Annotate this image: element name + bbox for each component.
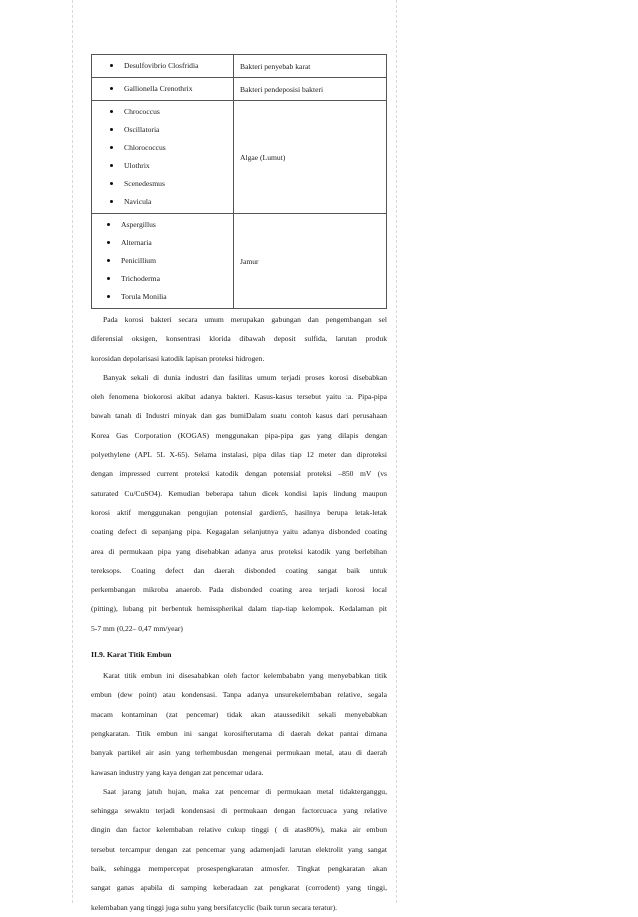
list-item: Desulfovibrio Closfridia bbox=[92, 57, 233, 75]
organism-list bbox=[92, 214, 233, 308]
organism-cell bbox=[92, 214, 234, 309]
table-row bbox=[92, 101, 387, 214]
description-cell: Bakteri pendeposisi bakteri bbox=[234, 78, 387, 101]
paragraph-line: polyethylene (APL 5L X-65). Selama instalasi, pipa dilas tiap 12 meter dan diproteksi bbox=[91, 450, 387, 460]
paragraph-line: kelembaban yang tinggi juga suhu yang bersifatcyclic (baik turun secara teratur). bbox=[91, 902, 338, 912]
bullet-icon bbox=[107, 241, 110, 244]
paragraph-line: pengkaratan. Titik embun ini sangat korosifterutama di daerah dekat pantai dimana bbox=[91, 728, 387, 738]
paragraph-line: oleh fenomena biokorosi akibat adanya bakteri. Kasus-kasus tersebut yaitu :a. Pipa-pipa bbox=[91, 392, 387, 402]
body-text-block bbox=[91, 666, 387, 917]
body-text-block bbox=[91, 310, 387, 638]
paragraph-line: kawasan industry yang kaya dengan zat pencemar udara. bbox=[91, 767, 264, 777]
paragraph-line: korosi aktif menggunakan pengujian potensial gardien5, hasilnya berupa letak-letak bbox=[91, 507, 387, 517]
document-page bbox=[91, 54, 387, 917]
paragraph-line: korosidan depolarisasi katodik lapisan proteksi hidrogen. bbox=[91, 353, 265, 363]
bullet-icon bbox=[110, 87, 113, 90]
paragraph-line: dengan impressed current proteksi katodik dengan potensial proteksi –850 mV (vs bbox=[91, 469, 387, 479]
bullet-icon bbox=[110, 146, 113, 149]
organism-cell bbox=[92, 78, 234, 101]
list-item: Trichoderma bbox=[92, 270, 233, 288]
paragraph-line: perkembangan mikroba anaerob. Pada disbonded coating area terjadi korosi local bbox=[91, 585, 387, 595]
paragraph-line: saturated Cu/CuSO4). Kemudian beberapa tahun dicek kondisi lapis lindung maupun bbox=[91, 488, 387, 498]
paragraph-line: macam kontaminan (zat pencemar) tidak akan ataussedikit sekali menyebabkan bbox=[91, 709, 387, 719]
organism-list bbox=[92, 101, 233, 213]
bullet-icon bbox=[107, 277, 110, 280]
list-item: Torula Monilia bbox=[92, 288, 233, 306]
bullet-icon bbox=[107, 259, 110, 262]
list-item: Chrococcus bbox=[92, 103, 233, 121]
list-item: Chlorococcus bbox=[92, 139, 233, 157]
list-item: Ulothrix bbox=[92, 157, 233, 175]
list-item: Navicula bbox=[92, 193, 233, 211]
microorganism-table bbox=[91, 54, 387, 309]
table-row bbox=[92, 78, 387, 101]
paragraph-line: Korea Gas Corporation (KOGAS) menggunakan pipa-pipa gas yang dilapis dengan bbox=[91, 430, 387, 440]
paragraph-line: Saat jarang jatuh hujan, maka zat pencemar di permukaan metal tidakterganggu, bbox=[103, 786, 387, 796]
bullet-icon bbox=[110, 128, 113, 131]
bullet-icon bbox=[110, 182, 113, 185]
paragraph-line: 5-7 mm (0,22– 0,47 mm/year) bbox=[91, 623, 183, 633]
organism-list bbox=[92, 78, 233, 100]
paragraph-line: Banyak sekali di dunia industri dan fasilitas umum terjadi proses korosi disebabkan bbox=[103, 372, 387, 382]
paragraph-line: dingin dan factor kelembaban relative cukup tinggi ( di atas80%), maka air embun bbox=[91, 825, 387, 835]
description-cell: Jamur bbox=[234, 214, 387, 309]
description-cell: Algae (Lumut) bbox=[234, 101, 387, 214]
organism-cell bbox=[92, 55, 234, 78]
paragraph-line: embun (dew point) atau kondensasi. Tanpa adanya unsurekelembaban relative, segala bbox=[91, 690, 387, 700]
organism-list bbox=[92, 55, 233, 77]
paragraph-line: coating defect di sepanjang pipa. Kegagalan selanjutnya yaitu adanya disbonded coating bbox=[91, 527, 387, 537]
paragraph-line: baik, sehingga mempercepat prosespengkaratan atmosfer. Tingkat pengkaratan akan bbox=[91, 864, 387, 874]
bullet-icon bbox=[110, 110, 113, 113]
paragraph-line: tereksops. Coating defect dan daerah disbonded coating sangat baik untuk bbox=[91, 565, 387, 575]
paragraph-line: (pitting), lubang pit berbentuk hemisspherikal dalam tiap-tiap kelompok. Kedalaman pit bbox=[91, 604, 387, 614]
bullet-icon bbox=[107, 295, 110, 298]
paragraph-line: Karat titik embun ini disesababkan oleh factor kelembababn yang menyebabkan titik bbox=[103, 671, 387, 681]
paragraph-line: sehingga sewaktu terjadi kondensasi di permukaan dengan factorcuaca yang relative bbox=[91, 806, 387, 816]
paragraph-line: sangat ganas apabila di samping keberadaan zat pengkarat (corrodent) yang tinggi, bbox=[91, 883, 387, 893]
bullet-icon bbox=[110, 64, 113, 67]
description-cell: Bakteri penyebab karat bbox=[234, 55, 387, 78]
paragraph-line: tersebut tercampur dengan zat pencemar yang adamenjadi larutan elektrolit yang sangat bbox=[91, 844, 387, 854]
paragraph-line: banyak partikel air asin yang terhembusdan mengenai permukaan metal, atau di daerah bbox=[91, 748, 387, 758]
bullet-icon bbox=[107, 223, 110, 226]
paragraph-line: bawah tanah di Industri minyak dan gas bumiDalam suatu contoh kasus dari perusahaan bbox=[91, 411, 387, 421]
paragraph-line: Pada korosi bakteri secara umum merupakan gabungan dan pengembangan sel bbox=[103, 315, 387, 324]
left-margin-guide bbox=[72, 0, 73, 903]
section-heading: II.9. Karat Titik Embun bbox=[91, 650, 172, 660]
list-item: Gallionella Crenothrix bbox=[92, 80, 233, 98]
bullet-icon bbox=[110, 200, 113, 203]
list-item: Aspergillus bbox=[92, 216, 233, 234]
bullet-icon bbox=[110, 164, 113, 167]
organism-cell bbox=[92, 101, 234, 214]
list-item: Oscillatoria bbox=[92, 121, 233, 139]
paragraph-line: diferensial oksigen, konsentrasi klorida dibawah deposit sulfida, larutan produk bbox=[91, 334, 387, 344]
paragraph-line: area di permukaan pipa yang disebabkan adanya arus proteksi katodik yang berlebihan bbox=[91, 546, 387, 556]
list-item: Scenedesmus bbox=[92, 175, 233, 193]
right-margin-guide bbox=[396, 0, 397, 903]
list-item: Alternaria bbox=[92, 234, 233, 252]
table-row bbox=[92, 55, 387, 78]
list-item: Penicillium bbox=[92, 252, 233, 270]
table-row bbox=[92, 214, 387, 309]
